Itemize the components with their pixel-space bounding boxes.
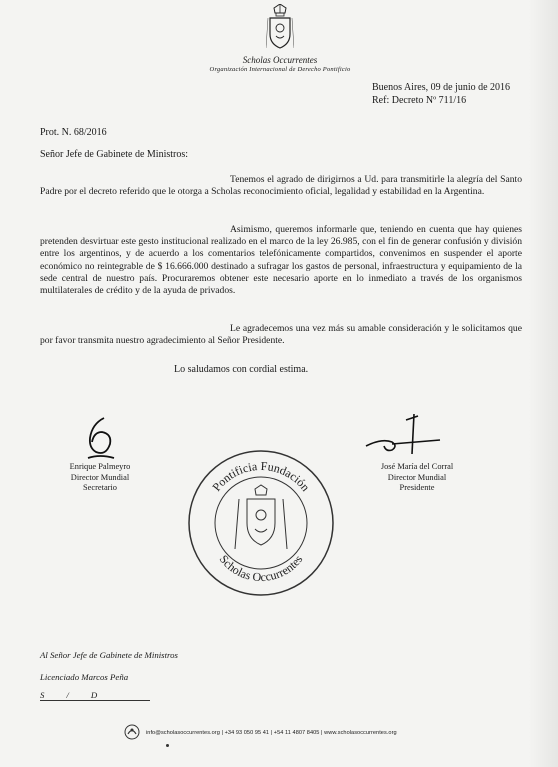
addressee-line-2: Licenciado Marcos Peña bbox=[40, 672, 129, 682]
letter-reference: Ref: Decreto Nº 711/16 bbox=[372, 95, 467, 106]
signature-left bbox=[40, 462, 160, 494]
signer-title: Director Mundial bbox=[70, 472, 130, 482]
addressee-line-3-text: S / D bbox=[40, 690, 98, 700]
paragraph-1 bbox=[40, 174, 522, 198]
addressee-line-1: Al Señor Jefe de Gabinete de Ministros bbox=[40, 650, 178, 660]
paragraph-2-text: Asimismo, queremos informarle que, teniendo en cuenta que hay quienes pretenden desvirtuar este gesto institucional realizado en el marco de la ley 26.985, con el fin de generar confusión y división entre los argentinos, y de acuerdo a los comentarios telefónicamente compartidos, convenimos en suspender el aporte económico no reintegrable de $ 16.666.000 destinado a sufragar los gastos de personal, infraestructura y equipamiento de la sede central de nuestro país. Procuraremos obtener este necesario aporte en lo inmediato a través de los organismos multilaterales de crédito y de la ayuda de privados. bbox=[40, 224, 522, 297]
org-subtitle: Organización Internacional de Derecho Pontificio bbox=[209, 66, 351, 73]
footer-contact: info@scholasoccurrentes.org | +34 93 050 95 41 | +54 11 4807 8405 | www.scholasoccurrentes.org bbox=[146, 730, 397, 736]
signer-name: Enrique Palmeyro bbox=[69, 462, 131, 471]
addressee-line-3 bbox=[40, 690, 150, 701]
paragraph-1-text: Tenemos el agrado de dirigirnos a Ud. para transmitirle la alegría del Santo Padre por el decreto referido que le otorga a Scholas reconocimiento oficial, legalidad y estabilidad en la Argentina. bbox=[40, 174, 522, 198]
paragraph-3-text: Le agradecemos una vez más su amable consideración y le solicitamos que por favor transmita nuestro agradecimiento al Señor Presidente. bbox=[40, 323, 522, 347]
svg-text:Scholas Occurrentes bbox=[217, 552, 306, 584]
signer-name: José María del Corral bbox=[380, 462, 454, 471]
seal-bottom-text: Scholas Occurrentes bbox=[216, 552, 306, 585]
letter-date: Buenos Aires, 09 de junio de 2016 bbox=[372, 82, 511, 93]
closing-line: Lo saludamos con cordial estima. bbox=[174, 364, 309, 375]
signature-right bbox=[352, 462, 482, 494]
paragraph-3 bbox=[40, 323, 522, 347]
page-mark bbox=[166, 744, 169, 747]
seal-top-text: Pontificia Fundación bbox=[209, 458, 313, 494]
foundation-seal-icon bbox=[186, 448, 336, 598]
signer-role: Presidente bbox=[399, 483, 435, 492]
scholas-logo-icon bbox=[124, 724, 140, 740]
signer-title: Director Mundial bbox=[387, 472, 447, 482]
signer-role: Secretario bbox=[83, 483, 117, 492]
signature-palmeyro-icon bbox=[74, 414, 128, 462]
papal-crest-icon bbox=[266, 4, 294, 52]
svg-text:Pontificia Fundación bbox=[209, 459, 312, 494]
page-edge-shadow bbox=[528, 0, 558, 767]
org-name: Scholas Occurrentes bbox=[242, 55, 318, 65]
salutation: Señor Jefe de Gabinete de Ministros: bbox=[40, 149, 189, 160]
protocol-number: Prot. N. 68/2016 bbox=[40, 127, 107, 138]
paragraph-2 bbox=[40, 224, 522, 297]
signature-corral-icon bbox=[362, 410, 446, 456]
